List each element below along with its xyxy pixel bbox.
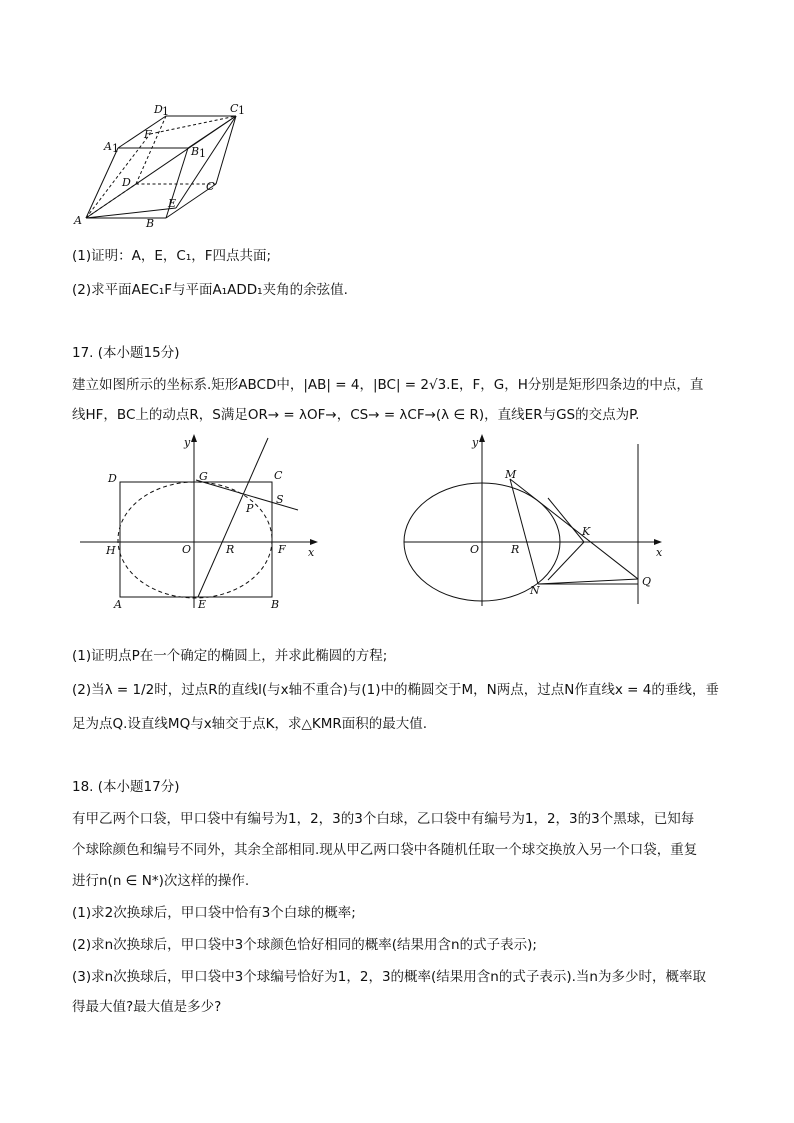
label-m: M <box>505 468 517 481</box>
label-r: R <box>511 543 520 556</box>
label-b: B <box>146 217 155 230</box>
q18-part3-line2: 得最大值?最大值是多少? <box>72 999 222 1015</box>
q17-part2-line1: (2)当λ = 1/2时，过点R的直线l(与x轴不重合)与(1)中的椭圆交于M，N两点，过点N作直线x = 4的垂线，垂 <box>72 682 719 698</box>
q18-part1: (1)求2次换球后，甲口袋中恰有3个白球的概率; <box>72 905 356 921</box>
svg-text:1: 1 <box>162 105 169 118</box>
q17-part2-line2: 足为点Q.设直线MQ与x轴交于点K，求△KMR面积的最大值. <box>72 716 428 732</box>
label-q: Q <box>642 575 652 588</box>
label-o: O <box>182 543 192 556</box>
label-p: P <box>246 502 254 515</box>
label-y: y <box>472 436 479 449</box>
label-h: H <box>106 544 116 557</box>
label-a: A <box>74 214 82 227</box>
label-n: N <box>530 584 540 597</box>
label-c: C <box>274 469 283 482</box>
q17-header: 17. (本小题15分) <box>72 345 180 361</box>
label-x: x <box>656 546 663 559</box>
svg-text:1: 1 <box>112 142 119 155</box>
q18-statement-2: 个球除颜色和编号不同外，其余全部相同.现从甲乙两口袋中各随机任取一个球交换放入另一个口袋，重复 <box>72 842 698 858</box>
label-c: C <box>206 180 215 193</box>
label-b1: B <box>191 145 200 158</box>
label-c1: C <box>230 102 239 115</box>
label-e: E <box>168 197 177 210</box>
q16-part1: (1)证明：A，E，C₁，F四点共面; <box>72 248 272 264</box>
label-s: S <box>276 493 284 506</box>
label-a: A <box>114 598 122 611</box>
rectangle-ellipse-figure <box>74 432 324 618</box>
q18-header: 18. (本小题17分) <box>72 779 180 795</box>
q18-statement-1: 有甲乙两个口袋，甲口袋中有编号为1，2，3的3个白球，乙口袋中有编号为1，2，3的3个黑球，已知每 <box>72 811 695 827</box>
q18-part3-line1: (3)求n次换球后，甲口袋中3个球编号恰好为1，2，3的概率(结果用含n的式子表示).当n为多少时，概率取 <box>72 969 706 985</box>
label-y: y <box>184 436 191 449</box>
label-b: B <box>271 598 280 611</box>
label-d1: D <box>154 103 163 116</box>
q17-part1: (1)证明点P在一个确定的椭圆上，并求此椭圆的方程; <box>72 648 388 664</box>
label-d: D <box>108 472 117 485</box>
q17-statement-2: 线HF，BC上的动点R，S满足OR→ = λOF→，CS→ = λCF→(λ ∈ R)，直线ER与GS的交点为P. <box>72 407 640 423</box>
label-o: O <box>470 543 480 556</box>
q18-statement-3: 进行n(n ∈ N*)次这样的操作. <box>72 873 250 889</box>
label-r: R <box>226 543 235 556</box>
label-d: D <box>122 176 131 189</box>
label-f: F <box>278 543 286 556</box>
label-a1: A <box>104 140 112 153</box>
q16-part2: (2)求平面AEC₁F与平面A₁ADD₁夹角的余弦值. <box>72 282 348 298</box>
label-g: G <box>199 470 208 483</box>
label-x: x <box>308 546 315 559</box>
prism-figure <box>70 100 260 232</box>
svg-text:1: 1 <box>199 147 206 160</box>
q17-statement-1: 建立如图所示的坐标系.矩形ABCD中，|AB| = 4，|BC| = 2√3.E，F，G，H分别是矩形四条边的中点，直 <box>72 377 704 393</box>
label-e: E <box>198 598 207 611</box>
label-k: K <box>582 525 591 538</box>
q18-part2: (2)求n次换球后，甲口袋中3个球颜色恰好相同的概率(结果用含n的式子表示); <box>72 937 537 953</box>
svg-text:1: 1 <box>238 104 245 117</box>
label-f: F <box>144 128 152 141</box>
ellipse-chord-figure <box>398 432 678 608</box>
